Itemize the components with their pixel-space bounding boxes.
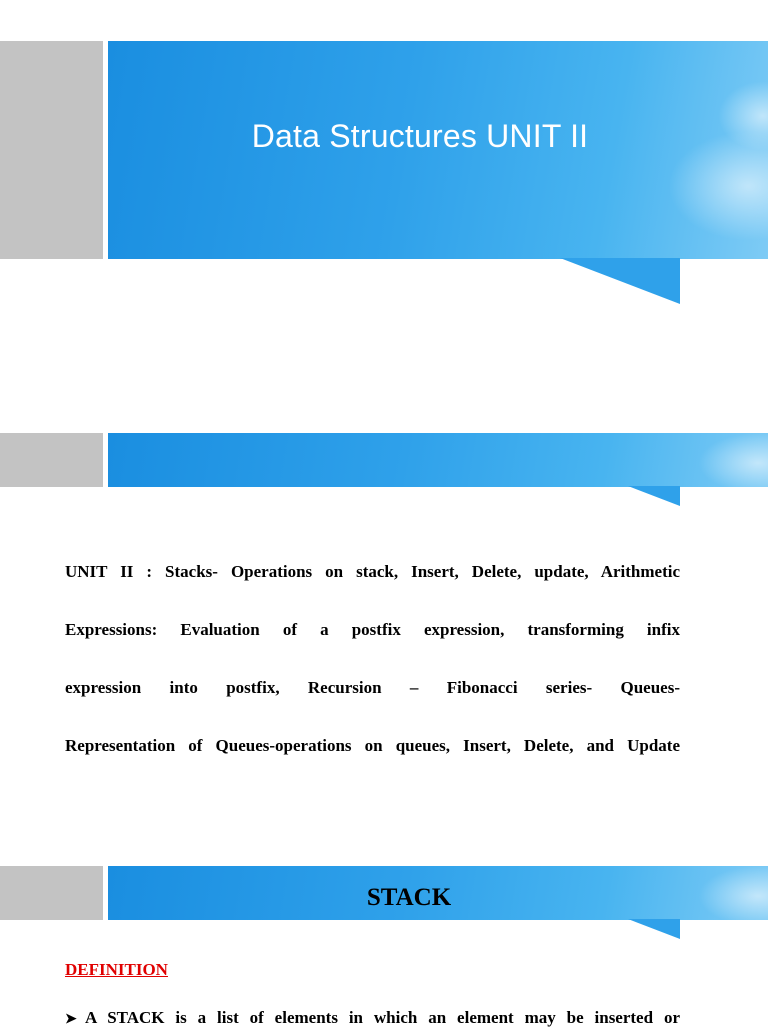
bullet-text: A STACK is a list of elements in which an element may be inserted or <box>85 1008 680 1027</box>
arrow-bullet-icon: ➤ <box>65 1012 77 1027</box>
definition-label: DEFINITION <box>65 960 168 979</box>
unit-line: UNIT II : Stacks- Operations on stack, Insert, Delete, update, Arithmetic <box>65 562 680 581</box>
section-banner <box>108 433 768 487</box>
unit-line: Representation of Queues-operations on queues, Insert, Delete, and Update <box>65 736 680 755</box>
banner-tail <box>560 258 682 306</box>
unit-overview <box>65 543 680 775</box>
stack-heading: STACK <box>366 884 452 911</box>
side-gray-block <box>0 433 103 487</box>
side-gray-block <box>0 41 103 259</box>
side-gray-block <box>0 866 103 920</box>
unit-line: expression into postfix, Recursion – Fibonacci series- Queues- <box>65 678 680 697</box>
stack-definition-bullet <box>65 1008 680 1028</box>
unit-line: Expressions: Evaluation of a postfix expression, transforming infix <box>65 620 680 639</box>
banner-tail <box>628 919 682 941</box>
slide-title: Data Structures UNIT II <box>251 118 589 154</box>
banner-tail <box>628 486 682 508</box>
